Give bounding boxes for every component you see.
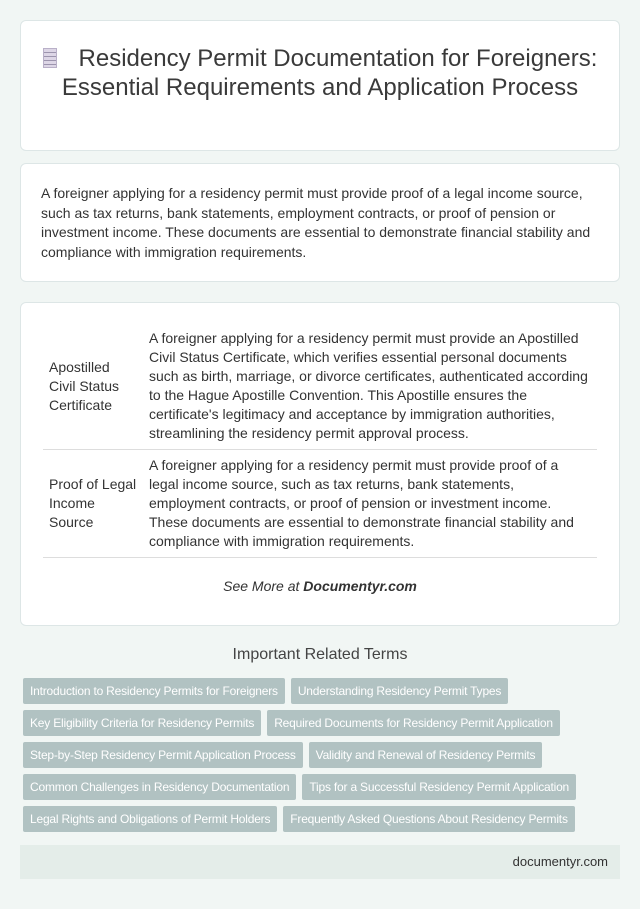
related-tag[interactable]: Key Eligibility Criteria for Residency Permits — [23, 710, 261, 736]
see-more — [43, 578, 597, 594]
description-cell: A foreigner applying for a residency permit must provide an Apostilled Civil Status Certificate, which verifies essential personal documents such as birth, marriage, or divorce certificates, authenticated according to the Hague Apostille Convention. This Apostille ensures the certificate's legitimacy and acceptance by immigration authorities, streamlining the residency permit approval process. — [143, 323, 597, 450]
intro-text: A foreigner applying for a residency permit must provide proof of a legal income source, such as tax returns, bank statements, employment contracts, or proof of pension or investment income. These documents are essential to demonstrate financial stability and compliance with immigration requirements. — [41, 185, 591, 260]
table-row — [43, 450, 597, 558]
see-more-prefix: See More at — [223, 578, 304, 594]
related-tag[interactable]: Understanding Residency Permit Types — [291, 678, 508, 704]
related-tag[interactable]: Frequently Asked Questions About Residency Permits — [283, 806, 574, 832]
related-terms-heading: Important Related Terms — [232, 646, 408, 663]
related-tag[interactable]: Required Documents for Residency Permit Application — [267, 710, 560, 736]
header-card — [20, 20, 620, 151]
table-row — [43, 323, 597, 450]
intro-card — [20, 163, 620, 282]
title-text: Residency Permit Documentation for Foreigners: Essential Requirements and Application Process — [61, 45, 598, 101]
page-title — [41, 44, 599, 102]
terms-card — [20, 302, 620, 626]
terms-table — [43, 323, 597, 558]
term-cell: Apostilled Civil Status Certificate — [43, 323, 143, 450]
term-cell: Proof of Legal Income Source — [43, 450, 143, 558]
see-more-link[interactable]: Documentyr.com — [303, 578, 417, 594]
description-cell: A foreigner applying for a residency permit must provide proof of a legal income source, such as tax returns, bank statements, employment contracts, or proof of pension or investment income. These documents are essential to demonstrate financial stability and compliance with immigration requirements. — [143, 450, 597, 558]
document-icon — [43, 48, 57, 68]
related-tag[interactable]: Tips for a Successful Residency Permit Application — [302, 774, 576, 800]
related-tag[interactable]: Legal Rights and Obligations of Permit Holders — [23, 806, 277, 832]
related-tag[interactable]: Introduction to Residency Permits for Foreigners — [23, 678, 285, 704]
related-tags — [23, 678, 623, 832]
related-tag[interactable]: Step-by-Step Residency Permit Application Process — [23, 742, 303, 768]
related-tag[interactable]: Validity and Renewal of Residency Permits — [309, 742, 543, 768]
footer: documentyr.com — [20, 845, 620, 879]
related-tag[interactable]: Common Challenges in Residency Documentation — [23, 774, 296, 800]
